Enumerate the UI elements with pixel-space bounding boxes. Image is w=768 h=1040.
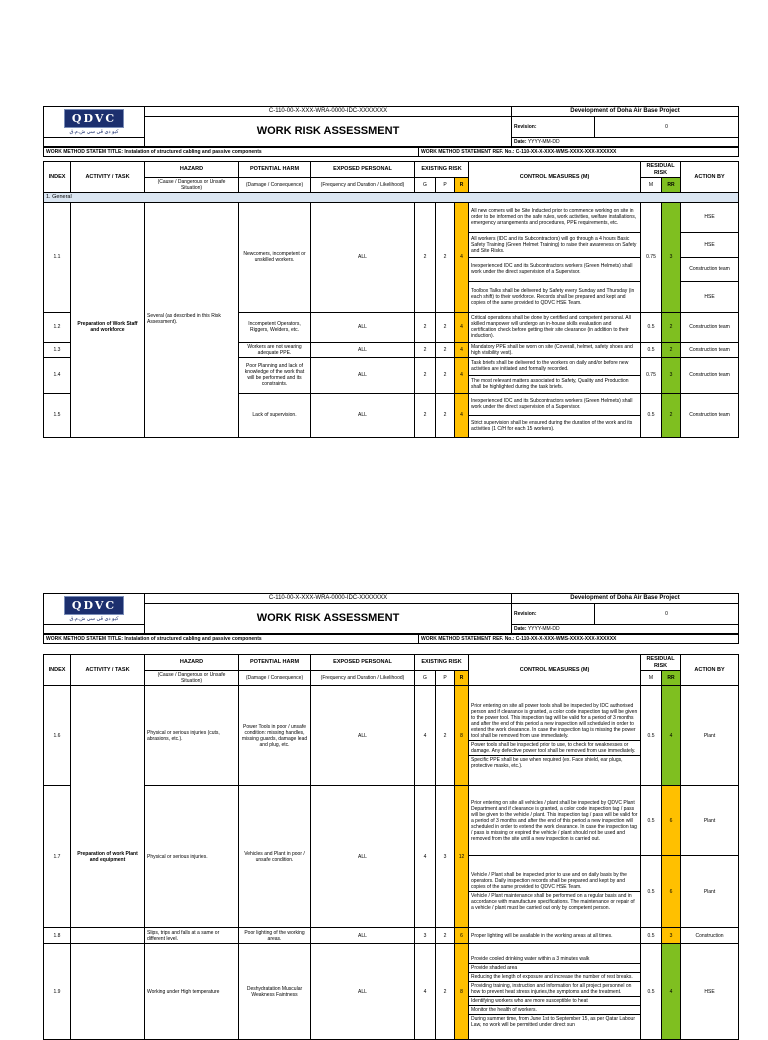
row-r: 4 (455, 357, 469, 393)
row-m: 0.5 (641, 312, 662, 342)
revision-label: Revision: (512, 117, 595, 138)
row-exposed: ALL (311, 944, 415, 1040)
col-exposed-sub: (Frequency and Duration / Likelihood) (311, 178, 415, 193)
control-measure: All new comers will be Site Inducted prior to commence working on site in order to be informed on the safe rules, work activities, welfare installations, emergency arrangements and procedures, PPE requirements, etc. (469, 202, 641, 232)
risk-table-1 (43, 161, 739, 438)
col-rr: RR (662, 671, 681, 686)
col-g: G (415, 178, 436, 193)
control-measure: Provide cooled drinking water within a 3 minutes walk (469, 955, 640, 964)
action-by: Construction (681, 928, 739, 944)
col-harm: POTENTIAL HARM (239, 655, 311, 671)
row-g: 4 (415, 686, 436, 786)
action-by: Construction team (681, 312, 739, 342)
col-r: R (455, 671, 469, 686)
row-g: 3 (415, 928, 436, 944)
col-rr: RR (662, 178, 681, 193)
company-logo (44, 594, 145, 625)
col-index: INDEX (44, 162, 71, 193)
wms-title: WORK METHOD STATEM TITLE: Instalation of structured cabling and passive components (44, 635, 419, 644)
header-table (43, 593, 739, 634)
project-name: Development of Doha Air Base Project (512, 107, 739, 117)
row-m: 0.5 (641, 786, 662, 856)
control-measure: Strict supervision shall be ensured during the duration of the work and its activities (1 C/H for each 15 workers). (469, 415, 641, 437)
control-measure: Prior entering on site all vehicles / plant shall be inspected by QDVC Plant Department and if clearance is granted, a color code inspection tag / pass will be given to the vehicle / plant. This inspection tag / pass will be valid for a period of 3 months and after the end of this period a new inspection will scheduled in order to extend the work clearance. In case the inspection tag / pass is missing or expired the vehicle / plant should not be used and removed from the site until a new inspection is carried out. (469, 786, 641, 856)
wms-reference: WORK METHOD STATEMENT REF. No.: C-110-XX-X-XXX-WMS-XXXX-XXX-XXXXXX (419, 635, 739, 644)
row-p: 2 (436, 944, 455, 1040)
logo-mark: QDVC (64, 596, 124, 615)
row-r: 8 (455, 686, 469, 786)
row-m: 0.5 (641, 944, 662, 1040)
row-index: 1.7 (44, 786, 71, 928)
row-index: 1.6 (44, 686, 71, 786)
row-m: 0.5 (641, 393, 662, 437)
col-control: CONTROL MEASURES (M) (469, 162, 641, 193)
row-p: 2 (436, 393, 455, 437)
wms-reference: WORK METHOD STATEMENT REF. No.: C-110-XX-X-XXX-WMS-XXXX-XXX-XXXXXX (419, 148, 739, 157)
control-measure: Inexperienced IDC and its Subcontractors workers (Green Helmets) shall work under the direct supervision of a Supervisor. (469, 257, 641, 281)
page-title: WORK RISK ASSESSMENT (145, 117, 512, 147)
row-r: 12 (455, 786, 469, 928)
row-rr: 3 (662, 202, 681, 312)
action-by: Plant (681, 786, 739, 856)
row-r: 4 (455, 342, 469, 357)
row-r: 4 (455, 312, 469, 342)
col-residual: RESIDUAL RISK (641, 655, 681, 671)
action-by: Construction team (681, 357, 739, 393)
control-measure: Power tools shall be inspected prior to use, to check for weaknesses or damage. Any defective power tool shall be removed from use immediately. (469, 741, 640, 756)
row-g: 2 (415, 342, 436, 357)
control-measure: Prior entering on site all power tools shall be inspected by IDC authorised person and if clearance is granted, a color code inspection tag will be given to the power tool. This inspection tag will be valid for a period of 3 months and after the end of this period a new inspection will scheduled in order to extend the work clearance. In case the inspection tag is missing the power tool shall be removed from use immediately. (469, 702, 640, 741)
control-measures (469, 944, 641, 1040)
company-logo (44, 107, 145, 138)
row-m: 0.75 (641, 357, 662, 393)
date-field: Date: YYYY-MM-DD (512, 625, 739, 634)
risk-assessment-page-1 (43, 106, 738, 438)
col-p: P (436, 178, 455, 193)
row-index: 1.4 (44, 357, 71, 393)
row-rr: 6 (662, 856, 681, 928)
control-measure: All workers (IDC and its Subcontractors) will go through a 4 hours Basic Safety Training (Green Helmet Training) to raise their awareness on Safety and Site Risks. (469, 232, 641, 257)
row-g: 4 (415, 786, 436, 928)
col-hazard-sub: (Cause / Dangerous or Unsafe Situation) (145, 178, 239, 193)
activity-label: Preparation of Work Staff and workforce (71, 312, 145, 342)
row-p: 2 (436, 686, 455, 786)
wms-title: WORK METHOD STATEM TITLE: Instalation of structured cabling and passive components (44, 148, 419, 157)
row-exposed: ALL (311, 342, 415, 357)
row-p: 2 (436, 312, 455, 342)
row-hazard: Physical or serious injuries. (145, 786, 239, 928)
col-existing-risk: EXISTING RISK (415, 162, 469, 178)
row-hazard: Slips, trips and falls at a same or different level. (145, 928, 239, 944)
action-by: Construction team (681, 393, 739, 437)
row-index: 1.9 (44, 944, 71, 1040)
action-by: Construction team (681, 257, 739, 281)
row-m: 0.5 (641, 928, 662, 944)
page-title: WORK RISK ASSESSMENT (145, 604, 512, 634)
row-g: 2 (415, 393, 436, 437)
col-action: ACTION BY (681, 655, 739, 686)
row-exposed: ALL (311, 928, 415, 944)
col-activity: ACTIVITY / TASK (71, 162, 145, 193)
control-measure: Vehicle / Plant maintenance shall be performed on a regular basis and in accordance with manufacture specifications. The maintenance or repair of a vehicle / plant must be carried out only by competent person. (471, 893, 635, 912)
action-by: Construction team (681, 342, 739, 357)
row-exposed: ALL (311, 393, 415, 437)
row-rr: 2 (662, 312, 681, 342)
action-by: Plant (681, 856, 739, 928)
col-exposed-sub: (Frequency and Duration / Likelihood) (311, 671, 415, 686)
row-index: 1.5 (44, 393, 71, 437)
col-hazard: HAZARD (145, 162, 239, 178)
row-g: 2 (415, 312, 436, 342)
row-harm: Lack of supervision. (239, 393, 311, 437)
action-by: HSE (681, 202, 739, 232)
control-measure: Task briefs shall be delivered to the workers on daily and/or before new activities are initiated and formally recorded. (469, 357, 641, 375)
control-measure: The most relevant matters associated to Safety, Quality and Production shall be highlighted during the task briefs. (469, 375, 641, 393)
row-harm: Poor lighting of the working areas. (239, 928, 311, 944)
row-rr: 2 (662, 342, 681, 357)
control-measure: Critical operations shall be done by certified and competent personal. All skilled manpower will undergo an in-house skills evaluation and certification check before getting their site clearance (in addition to their induction). (469, 312, 641, 342)
col-m: M (641, 178, 662, 193)
col-exposed: EXPOSED PERSONAL (311, 162, 415, 178)
row-r: 6 (455, 928, 469, 944)
col-m: M (641, 671, 662, 686)
row-harm: Vehicles and Plant in poor / unsafe condition. (239, 786, 311, 928)
control-measure: Monitor the health of workers. (469, 1006, 640, 1015)
row-g: 2 (415, 202, 436, 312)
control-measure: Proper lighting will be available in the working areas at all times. (469, 928, 641, 944)
row-rr: 4 (662, 944, 681, 1040)
action-by: HSE (681, 232, 739, 257)
date-field: Date: YYYY-MM-DD (512, 138, 739, 147)
section-heading: 1. General (44, 193, 739, 203)
risk-table-2 (43, 654, 739, 1040)
row-index: 1.8 (44, 928, 71, 944)
project-name: Development of Doha Air Base Project (512, 594, 739, 604)
revision-value: 0 (595, 117, 739, 138)
row-r: 8 (455, 944, 469, 1040)
col-action: ACTION BY (681, 162, 739, 193)
col-index: INDEX (44, 655, 71, 686)
row-m: 0.5 (641, 686, 662, 786)
row-index: 1.2 (44, 312, 71, 342)
row-harm: Newcomers, incompetent or unskilled workers. (239, 202, 311, 312)
document-number: C-110-00-X-XXX-WRA-0000-IDC-XXXXXXX (145, 594, 512, 604)
row-exposed: ALL (311, 686, 415, 786)
row-rr: 3 (662, 928, 681, 944)
row-index: 1.3 (44, 342, 71, 357)
control-measure: Toolbox Talks shall be delivered by Safety every Sunday and Thursday (in each shift) to their workforce. Records shall be prepared and kept and copies of the same provided to QDVC HSE Team. (469, 281, 641, 312)
row-exposed: ALL (311, 202, 415, 312)
logo-mark: QDVC (64, 109, 124, 128)
revision-value: 0 (595, 604, 739, 625)
control-measure: During summer time, from June 1st to September 15, as per Qatar Labour Law, no work will be permitted under direct sun (471, 1015, 635, 1028)
col-harm: POTENTIAL HARM (239, 162, 311, 178)
col-hazard-sub: (Cause / Dangerous or Unsafe Situation) (145, 671, 239, 686)
row-exposed: ALL (311, 357, 415, 393)
row-hazard: Working under High temperature (145, 944, 239, 1040)
control-measure: Vehicle / Plant shall be inspected prior to use and on daily basis by the operators. Daily inspection records shall be prepared and kept by and copies of the same provided to QDVC HSE Team. (469, 871, 640, 892)
row-index: 1.1 (44, 202, 71, 312)
logo-arabic-text: كيو دي ڤي سي ش.م.ق (69, 129, 119, 136)
row-p: 3 (436, 786, 455, 928)
col-control: CONTROL MEASURES (M) (469, 655, 641, 686)
wms-title-table (43, 634, 739, 644)
row-harm: Power Tools in poor / unsafe condition: missing handles, missing guards, damage lead and plug, etc. (239, 686, 311, 786)
row-p: 2 (436, 202, 455, 312)
control-measure: Reducing the length of exposure and increase the number of rest breaks. (469, 973, 640, 982)
control-measure: Mandatory PPE shall be worn on site (Coverall, helmet, safety shoes and high visibility vest). (469, 342, 641, 357)
row-rr: 4 (662, 686, 681, 786)
row-rr: 3 (662, 357, 681, 393)
wms-title-table (43, 147, 739, 157)
col-p: P (436, 671, 455, 686)
row-hazard: Physical or serious injuries (cuts, abrasions, etc.). (145, 686, 239, 786)
control-measure: Provide shaded area (469, 964, 640, 973)
col-r: R (455, 178, 469, 193)
col-harm-sub: (Damage / Consequence) (239, 178, 311, 193)
row-r: 4 (455, 202, 469, 312)
row-p: 2 (436, 357, 455, 393)
row-m: 0.5 (641, 342, 662, 357)
col-exposed: EXPOSED PERSONAL (311, 655, 415, 671)
control-measure: Specific PPE shall be use when required (ex. Face shield, ear plugs, protective masks, etc.). (471, 756, 623, 769)
row-m: 0.75 (641, 202, 662, 312)
control-measure: Providing training, instruction and information for all project personnel on how to prevent heat stress injuries,the symptoms and the treatment. (469, 982, 640, 997)
col-existing-risk: EXISTING RISK (415, 655, 469, 671)
col-harm-sub: (Damage / Consequence) (239, 671, 311, 686)
document-number: C-110-00-X-XXX-WRA-0000-IDC-XXXXXXX (145, 107, 512, 117)
col-residual: RESIDUAL RISK (641, 162, 681, 178)
row-harm: Deshydratation Muscular Weakness Faintness (239, 944, 311, 1040)
col-hazard: HAZARD (145, 655, 239, 671)
hazard-text: Several (as described in this Risk Assessment). (145, 312, 239, 342)
row-p: 2 (436, 928, 455, 944)
row-harm: Workers are not wearing adequate PPE. (239, 342, 311, 357)
row-m: 0.5 (641, 856, 662, 928)
col-activity: ACTIVITY / TASK (71, 655, 145, 686)
row-exposed: ALL (311, 786, 415, 928)
control-measure: Inexperienced IDC and its Subcontractors workers (Green Helmets) shall work under the direct supervision of a Supervisor. (469, 393, 641, 415)
risk-assessment-page-2 (43, 593, 738, 1040)
row-exposed: ALL (311, 312, 415, 342)
control-measures (469, 856, 641, 928)
header-table (43, 106, 739, 147)
action-by: HSE (681, 281, 739, 312)
action-by: HSE (681, 944, 739, 1040)
control-measures (469, 686, 641, 786)
action-by: Plant (681, 686, 739, 786)
row-rr: 6 (662, 786, 681, 856)
row-g: 4 (415, 944, 436, 1040)
row-r: 4 (455, 393, 469, 437)
activity-label: Preparation of work Plant and equipment (71, 786, 145, 928)
revision-label: Revision: (512, 604, 595, 625)
row-p: 2 (436, 342, 455, 357)
row-rr: 2 (662, 393, 681, 437)
control-measure: Identifying workers who are more susceptible to heat (469, 997, 640, 1006)
col-g: G (415, 671, 436, 686)
logo-arabic-text: كيو دي ڤي سي ش.م.ق (69, 616, 119, 623)
row-g: 2 (415, 357, 436, 393)
row-harm: Poor Planning and lack of knowledge of the work that will be performed and its constraints. (239, 357, 311, 393)
row-harm: Incompetent Operators, Riggers, Welders, etc. (239, 312, 311, 342)
